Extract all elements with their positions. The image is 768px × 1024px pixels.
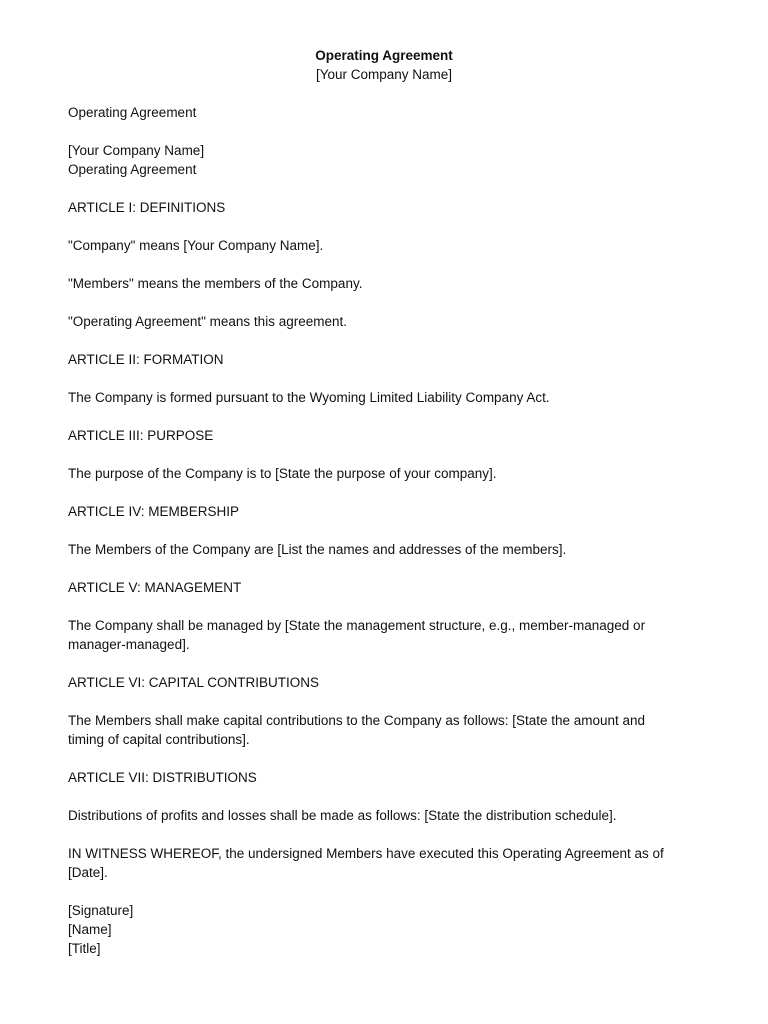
company-name-block (68, 141, 668, 179)
article-7-text: Distributions of profits and losses shall be made as follows: [State the distribution schedule]. (68, 808, 617, 823)
article-6-text: The Members shall make capital contributions to the Company as follows: [State the amount and timing of capital contributions]. (68, 713, 646, 747)
article-1-heading: ARTICLE I: DEFINITIONS (68, 200, 226, 215)
definition-company: "Company" means [Your Company Name]. (68, 238, 324, 253)
article-3-text: The purpose of the Company is to [State the purpose of your company]. (68, 466, 497, 481)
document-title: Operating Agreement (315, 48, 453, 63)
witness-clause: IN WITNESS WHEREOF, the undersigned Members have executed this Operating Agreement as of [Date]. (68, 846, 664, 880)
article-2-text: The Company is formed pursuant to the Wyoming Limited Liability Company Act. (68, 390, 550, 405)
article-5-heading: ARTICLE V: MANAGEMENT (68, 580, 242, 595)
document-subtitle: [Your Company Name] (315, 67, 453, 82)
agreement-line: Operating Agreement (68, 162, 197, 177)
article-6-heading: ARTICLE VI: CAPITAL CONTRIBUTIONS (68, 675, 320, 690)
name-line: [Name] (68, 922, 112, 937)
intro-line: Operating Agreement (68, 105, 197, 120)
article-5-text: The Company shall be managed by [State the management structure, e.g., member-managed or manager-managed]. (68, 618, 646, 652)
company-name-line: [Your Company Name] (68, 143, 205, 158)
article-4-text: The Members of the Company are [List the names and addresses of the members]. (68, 542, 567, 557)
signature-line: [Signature] (68, 903, 134, 918)
document-body (68, 103, 668, 958)
article-2-heading: ARTICLE II: FORMATION (68, 352, 224, 367)
signature-block (68, 901, 668, 958)
article-7-heading: ARTICLE VII: DISTRIBUTIONS (68, 770, 257, 785)
document-header (0, 46, 768, 84)
title-line: [Title] (68, 941, 101, 956)
definition-members: "Members" means the members of the Company. (68, 276, 363, 291)
definition-agreement: "Operating Agreement" means this agreement. (68, 314, 347, 329)
article-3-heading: ARTICLE III: PURPOSE (68, 428, 214, 443)
article-4-heading: ARTICLE IV: MEMBERSHIP (68, 504, 240, 519)
